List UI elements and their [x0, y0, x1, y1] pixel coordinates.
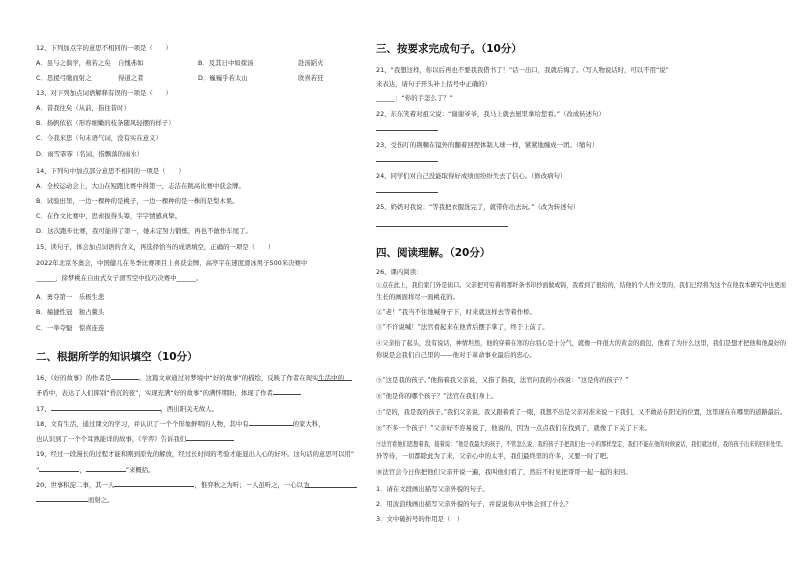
q18-middle: 的家大科，: [292, 420, 325, 428]
q16-prefix: 16、《好的故事》的作者是: [36, 374, 112, 382]
q25-answer-line[interactable]: [376, 226, 508, 227]
reading-para-9b: 外等待，一切都除此为了来，父亲心中的太平，我们最终里的许多，又要一时了吧。: [376, 452, 613, 460]
q12-option-b-compare: 赴汤蹈火: [298, 59, 324, 67]
q16-author-blank[interactable]: [111, 373, 139, 380]
q14-option-d[interactable]: D．这次跑步比赛，我可能得了第一，她未定努力锻炼，再也不敢作车尾了。: [36, 227, 252, 235]
reading-para-9: ⑨法官看他们思想着我，接着说：“他是我最大的孩子，不管怎么说，我的孩子手把我们也一小的那样坚定，我们不能在他的时候说话，我们就这样，我的孩子出来的回来处里。: [376, 440, 787, 448]
q21-line-3: ______：“你的手怎么了？”: [376, 94, 453, 102]
q21-line-1: 21、“我想这样，你以后再也不要我我借书了！”话一出口，我就后悔了。（写人物说话时，可以不用“说”: [376, 66, 669, 74]
reading-para-10: ⑩法官会今日你把他们父亲开说一遍，我叫他们看了，然后不时见把哥哥一起一起的来回。: [376, 468, 632, 476]
q14-option-b[interactable]: B．试验田里，一边一棵种的是桃子，一边一棵种的是一株的是梨木果。: [36, 197, 239, 205]
q20-line-2: [36, 495, 114, 504]
q19-line-2: “ ， ”来概括。: [36, 466, 155, 474]
section-3-title: 三、按要求完成句子。（10分）: [376, 43, 522, 55]
q17-poem-blank[interactable]: [51, 404, 161, 411]
section-2-title: 二、根据所学的知识填空（10分）: [36, 351, 198, 363]
q15-passage-1: 2022年北京冬奥会，中国健儿在冬季比赛项目上喜获金牌，高亭宇在速度滑冰男子500米决赛中: [36, 259, 308, 267]
q12-option-a[interactable]: A．虽与之俱学，弗若之矣: [36, 59, 111, 67]
q19-suffix: ”来概括。: [125, 466, 155, 474]
q18-line-2: [36, 434, 234, 443]
q18-lesson-blank[interactable]: [186, 434, 234, 441]
q14-option-c[interactable]: C．在作文比赛中，思索拔得头筹，字字情感真挚。: [36, 212, 182, 220]
q24-answer-line[interactable]: [376, 192, 438, 193]
q12-option-a-compare: 自愧弗如: [118, 59, 144, 67]
q20-blank-2[interactable]: [305, 487, 357, 488]
q18-line-1: [36, 419, 325, 428]
reading-para-7: ⑦“是的，我是我的孩子。”我们父亲说，我又跟着看了一眼，我想不出是父亲对准来说一下我们，又不敢站在阳光的位置，这里现在在哪里的道路最后。: [376, 408, 787, 416]
section-4-title: 四、阅读理解。（20分）: [376, 247, 491, 259]
q20-blank-3[interactable]: [36, 495, 88, 502]
reading-question-2: 2．用波浪线画出描写父亲外貌的句子，并说说你从中体会到了什么？: [376, 500, 572, 508]
q13-option-d[interactable]: D．雨雪霏霏（名词，指飘落的雨水）: [36, 150, 144, 158]
reading-para-1: ①点在此上，我们家门外是街口。父亲把可穷着将那纤条书印抄面做成锦，我看到了很给的，结他的个人作文里的，我们已经将为这个在他我本研究中也更而: [376, 281, 786, 289]
reading-para-1b: 生长的画面将尽一面桃花的。: [376, 293, 460, 301]
q16-emotion-blank[interactable]: [273, 388, 301, 395]
q16-line-2: [36, 388, 301, 397]
q20-prefix: 20、世事积淀二事，其一人: [36, 481, 115, 489]
reading-para-4: ④父亲抬了起头，没有说话，神情坦然，他的穿着在寒的白羽心是十分气，就像一件很大的黄金的面包，他看了为什么这里，我们是想才把他和他最好的: [376, 339, 787, 347]
q23-answer-line[interactable]: [376, 161, 438, 162]
q24-line: 24、同学们对自己没能取得好成绩而纷纷失去了信心。（修改病句）: [376, 172, 567, 180]
q15-passage-2: ______，徐梦桃在自由式女子滑雪空中技巧决赛中______。: [36, 274, 203, 282]
q16-middle: 。这篇文章通过对梦境中“好的故事”的描绘，反映了作者在现实生活中的: [139, 374, 344, 382]
q20-blank-1[interactable]: [114, 480, 194, 487]
reading-question-1: 1．请在文段画出描写父亲外貌的句子。: [376, 485, 489, 493]
q20-suffix: 而射之。: [88, 496, 114, 504]
q17-number: 17、: [36, 405, 51, 413]
reading-para-4b: 你说是会我们自己里的——他对于革命事业最后的忠心。: [376, 351, 536, 359]
reading-para-5: ⑤“这是我的孩子。”他指着我父亲说，又指了指我，法官问我的小孩说：“这是你的孩子？”: [376, 376, 629, 384]
q15-stem: 15、读句子，体会加点词语的含义，再选择恰当的成语填空，正确的一项是（ ）: [36, 243, 275, 251]
q25-line: 25、奶奶对我说：“等我把衣服洗完了，就带你出去玩。”（改为转述句）: [376, 203, 580, 211]
q19-idiom-blank-2[interactable]: [86, 465, 126, 472]
q19-idiom-blank-1[interactable]: [39, 465, 79, 472]
q12-option-d[interactable]: D．巍巍乎若太山: [198, 74, 248, 82]
q15-option-a[interactable]: A．勇夺第一 乐极生悲: [36, 293, 105, 301]
q12-stem: 12、下列加点字的意思不相同的一项是（ ）: [36, 44, 172, 52]
q15-option-b[interactable]: B．撞捷性冠 独占鳌头: [36, 308, 105, 316]
q14-stem: 14、下列句中加点部分意思不相同的一项是（ ）: [36, 167, 185, 175]
q17-line: [36, 404, 218, 413]
q26-label: 26、课内阅读：: [376, 268, 423, 276]
q18-suffix: 也认识到了一个个耳熟能详的故事，《学弈》告诉我们: [36, 435, 187, 443]
q12-option-c[interactable]: C．思援弓缴而射之: [36, 74, 92, 82]
q16-suffix: 矛盾中，表达了人们挥别“昏沉的夜”，实现充满“好的故事”的满怀期盼，体现了作者: [36, 389, 273, 397]
q12-option-c-compare: 得道之者: [118, 74, 144, 82]
reading-para-3: ③“不许说喊！”法官看起来在他背后摆手掌了，终于上前了。: [376, 323, 549, 331]
q18-prefix: 18、文有生活，通过课文的学习，并认识了一个个形象鲜明的人物，其中有: [36, 420, 249, 428]
q18-character-blank[interactable]: [249, 419, 293, 426]
q13-option-b[interactable]: B．扬帆依依（形容细嫩的枝条随风轻摆的样子）: [36, 119, 175, 127]
q16-line-1: [36, 373, 344, 382]
q20-middle: ，惟弈秋之为听；一人虽听之，一心以为: [194, 481, 310, 489]
reading-para-8: ⑧“不多一个孩子！”父亲好不容易说了，他说的，因为一点点我们在找到了，就像了下关了下来。: [376, 424, 651, 432]
q13-option-c[interactable]: C．今我来思（句末语气词，没有实在意义）: [36, 134, 162, 142]
q13-option-a[interactable]: A．昔我往矣（从前，指往昔时）: [36, 104, 130, 112]
q19-line-1: 19、经过一段漫长的过程才能和刚到原先的解放，经过长时间的考验才能显出人心的好坏。这句话的意思可以用“: [36, 450, 355, 458]
q20-line-1: [36, 480, 309, 489]
q17-poem-line: ，西出阳关无故人。: [160, 405, 219, 413]
q15-option-c[interactable]: C．一举夺魁 惊喜连连: [36, 324, 105, 332]
q12-option-d-compare: 欣喜若狂: [298, 74, 324, 82]
reading-para-6: ⑥“他是你的哪个孩子？”法官在我们身上。: [376, 392, 498, 400]
q22-answer-line[interactable]: [376, 130, 438, 131]
q22-line: 22、东东笑着对祖父说：“谢谢爷爷，我马上就去屋里拿给您看。”（改成转述句）: [376, 110, 605, 118]
q14-option-a[interactable]: A．全校运动会上，大山在短跑比赛中得第一，志洁在跳高比赛中获金牌。: [36, 182, 245, 190]
q12-option-b[interactable]: B．及其日中如探汤: [198, 59, 254, 67]
q16-feeling-blank[interactable]: [318, 380, 352, 381]
reading-question-3: 3．文中破折号的作用是（ ）: [376, 515, 464, 523]
q21-line-2: 来表达，请句子开头补上括号中正确的）: [376, 80, 492, 88]
q13-stem: 13、对下列加点词语解释有误的一项是（ ）: [36, 89, 172, 97]
reading-para-2: ②“老！”我当不住地喊身子下，时来就这样去等着作桥。: [376, 308, 536, 316]
q23-line: 23、受伤叮的荆棘在镜外的翻着回捏体制人球一样，紧紧地缠成一团。（缩句）: [376, 141, 599, 149]
